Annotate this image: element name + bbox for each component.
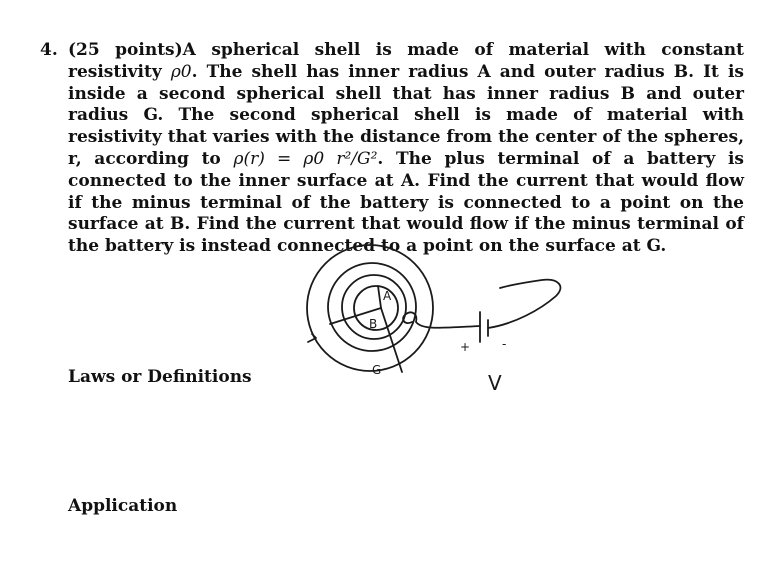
problem-number: 4. — [40, 40, 58, 60]
label-g: G — [372, 363, 382, 377]
label-b: B — [369, 317, 378, 331]
problem-statement — [40, 40, 744, 258]
problem-text-part-3: . The plus terminal of a battery is connected to the inner surface at A. Find the current that would flow if the minus terminal of the battery is connected to a point on the surface at B. Find the current that would flow if the minus terminal of the battery is instead connected to a point on the surface at G. — [68, 148, 744, 257]
battery-plus-sign: + — [460, 340, 471, 354]
problem-text-part-1: A spherical shell is made of material with constant resistivity — [68, 40, 744, 82]
problem-text-part-2: . The shell has inner radius A and outer radius B. It is inside a second spherical shell that has inner radius B and outer radius G. The second spherical shell is made of material with resistivity that varies with the distance from the center of the spheres, r, according to — [68, 61, 744, 169]
laws-definitions-heading: Laws or Definitions — [68, 367, 252, 387]
application-heading: Application — [68, 496, 178, 516]
concentric-shells-sketch — [300, 238, 580, 398]
resistivity-formula: ρ(r) = ρ0 r²/G² — [233, 148, 378, 169]
radius-line-g — [381, 308, 402, 372]
problem-text — [68, 40, 744, 258]
battery-lead-to-terminal — [488, 280, 560, 328]
problem-points: (25 points) — [68, 40, 183, 60]
battery-voltage-label: V — [488, 371, 502, 395]
outer-edge-tick — [308, 334, 316, 342]
radius-line-a — [378, 286, 381, 308]
label-a: A — [383, 289, 392, 303]
battery-minus-sign: - — [502, 337, 507, 351]
rho-zero: ρ0 — [170, 61, 192, 82]
